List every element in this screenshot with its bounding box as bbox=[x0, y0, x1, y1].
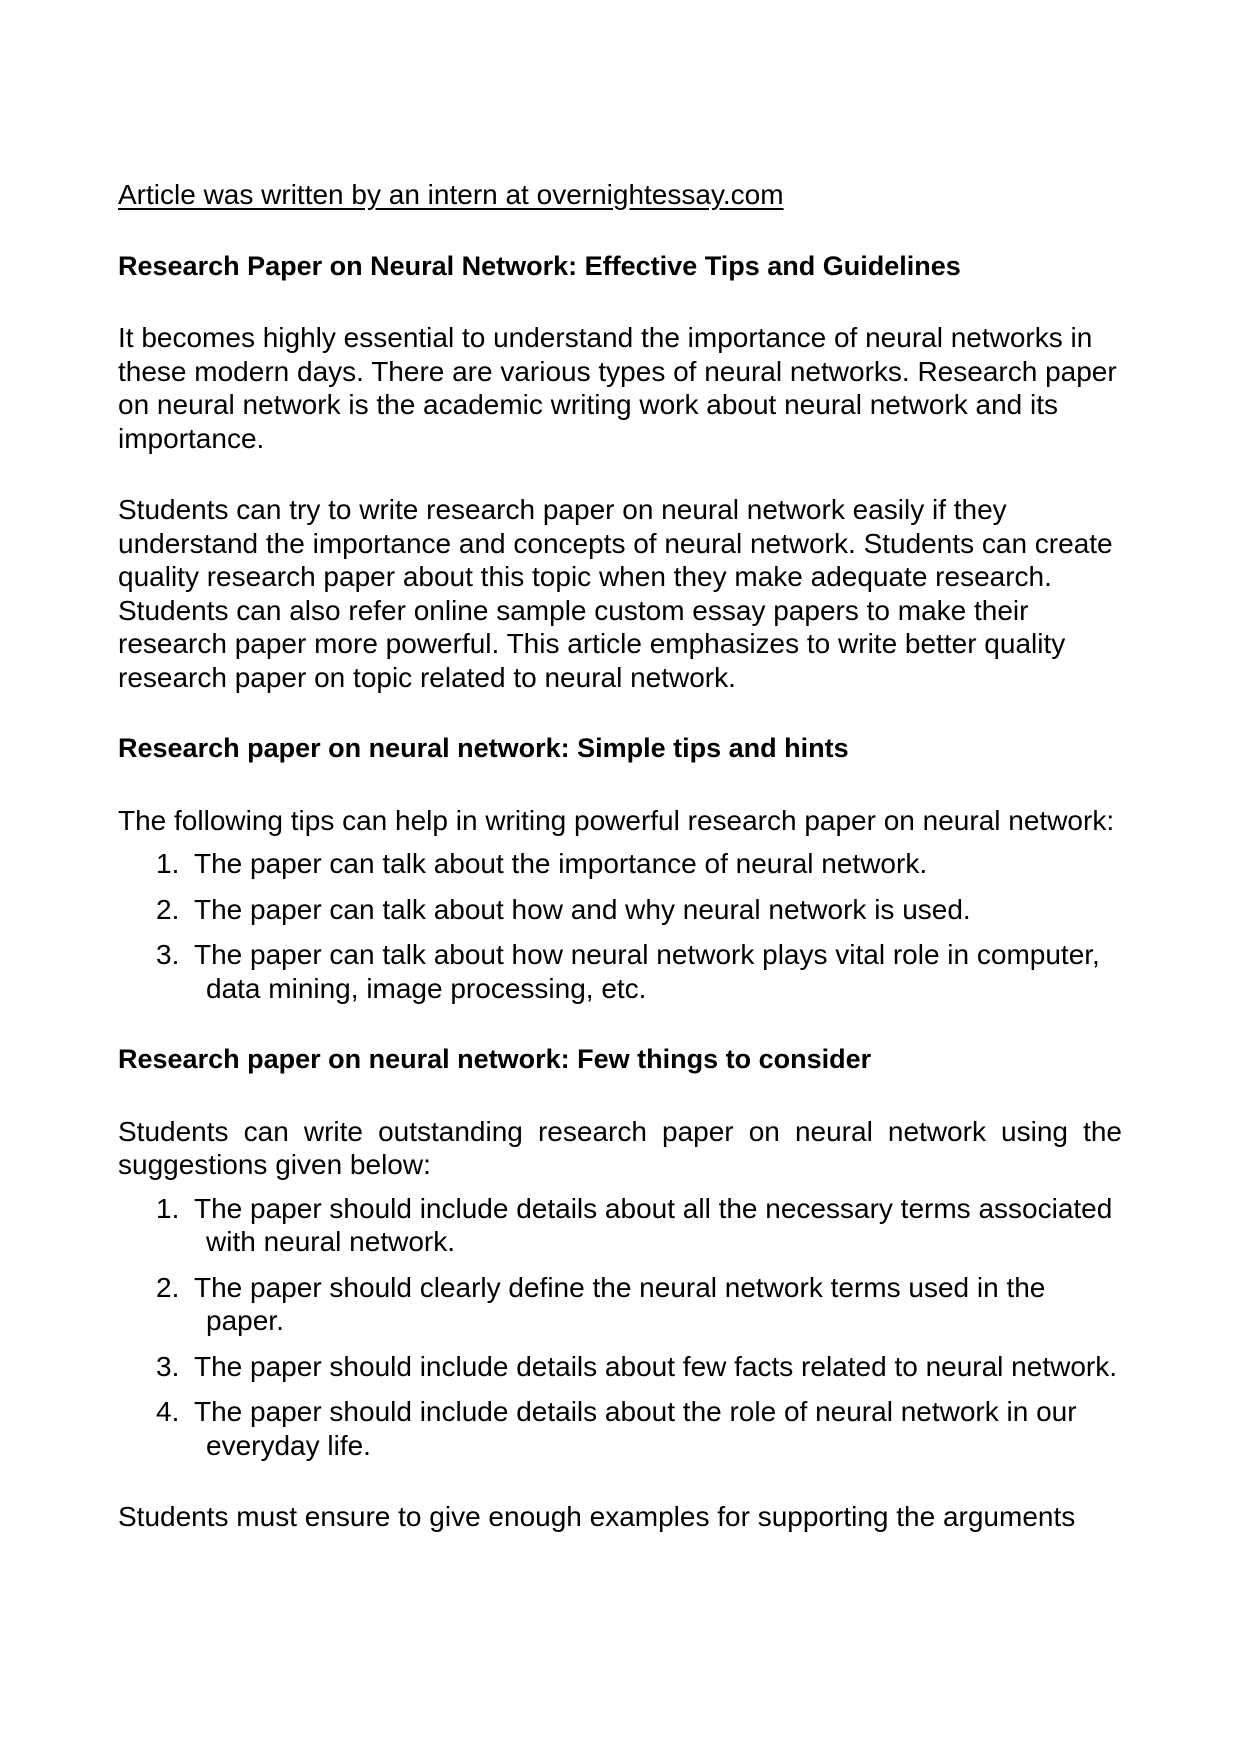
list-number: 2. bbox=[156, 1271, 180, 1303]
list-number: 4. bbox=[156, 1396, 180, 1427]
list-item bbox=[118, 938, 1122, 1005]
attribution-line: Article was written by an intern at overnightessay.com bbox=[118, 179, 784, 210]
list-text: The paper can talk about how and why neural network is used. bbox=[194, 893, 971, 925]
list-number: 3. bbox=[156, 1350, 180, 1382]
list-text: The paper can talk about the importance of neural network. bbox=[194, 848, 928, 879]
section-intro-tips: The following tips can help in writing powerful research paper on neural network: bbox=[118, 804, 1115, 836]
list-text: The paper should clearly define the neural network terms used in the paper. bbox=[194, 1271, 1046, 1336]
tips-list bbox=[118, 847, 1122, 1005]
list-item bbox=[118, 1350, 1122, 1384]
closing-line: Students must ensure to give enough examples for supporting the arguments bbox=[118, 1501, 1076, 1532]
section-heading-tips: Research paper on neural network: Simple tips and hints bbox=[118, 733, 849, 763]
list-number: 1. bbox=[156, 1192, 180, 1224]
paragraph-intro: It becomes highly essential to understand the importance of neural networks in these modern days. There are various types of neural networks. Research paper on neural network is the academic writing work about neural network and its importance. bbox=[118, 322, 1117, 454]
document-title: Research Paper on Neural Network: Effective Tips and Guidelines bbox=[118, 250, 961, 281]
list-item bbox=[118, 847, 1122, 881]
list-item bbox=[118, 893, 1122, 927]
list-text: The paper can talk about how neural network plays vital role in computer, data mining, image processing, etc. bbox=[194, 939, 1100, 1004]
list-item bbox=[118, 1192, 1122, 1259]
list-number: 3. bbox=[156, 939, 180, 970]
list-text: The paper should include details about all the necessary terms associated with neural network. bbox=[194, 1192, 1113, 1257]
section-intro-consider: Students can write outstanding research paper on neural network using the suggestions given below: bbox=[118, 1115, 1122, 1180]
paragraph-students: Students can try to write research paper on neural network easily if they understand the importance and concepts of neural network. Students can create quality research paper about this topic when they make adequate research. Students can also refer online sample custom essay papers to make their research paper more powerful. This article emphasizes to write better quality research paper on topic related to neural network. bbox=[118, 494, 1113, 693]
list-item bbox=[118, 1395, 1122, 1462]
list-item bbox=[118, 1271, 1122, 1338]
document-page bbox=[118, 178, 1122, 1572]
list-number: 1. bbox=[156, 848, 180, 879]
section-heading-consider: Research paper on neural network: Few things to consider bbox=[118, 1044, 872, 1074]
list-number: 2. bbox=[156, 893, 180, 925]
list-text: The paper should include details about the role of neural network in our everyday life. bbox=[194, 1396, 1077, 1461]
list-text: The paper should include details about few facts related to neural network. bbox=[194, 1350, 1118, 1382]
consider-list bbox=[118, 1192, 1122, 1463]
